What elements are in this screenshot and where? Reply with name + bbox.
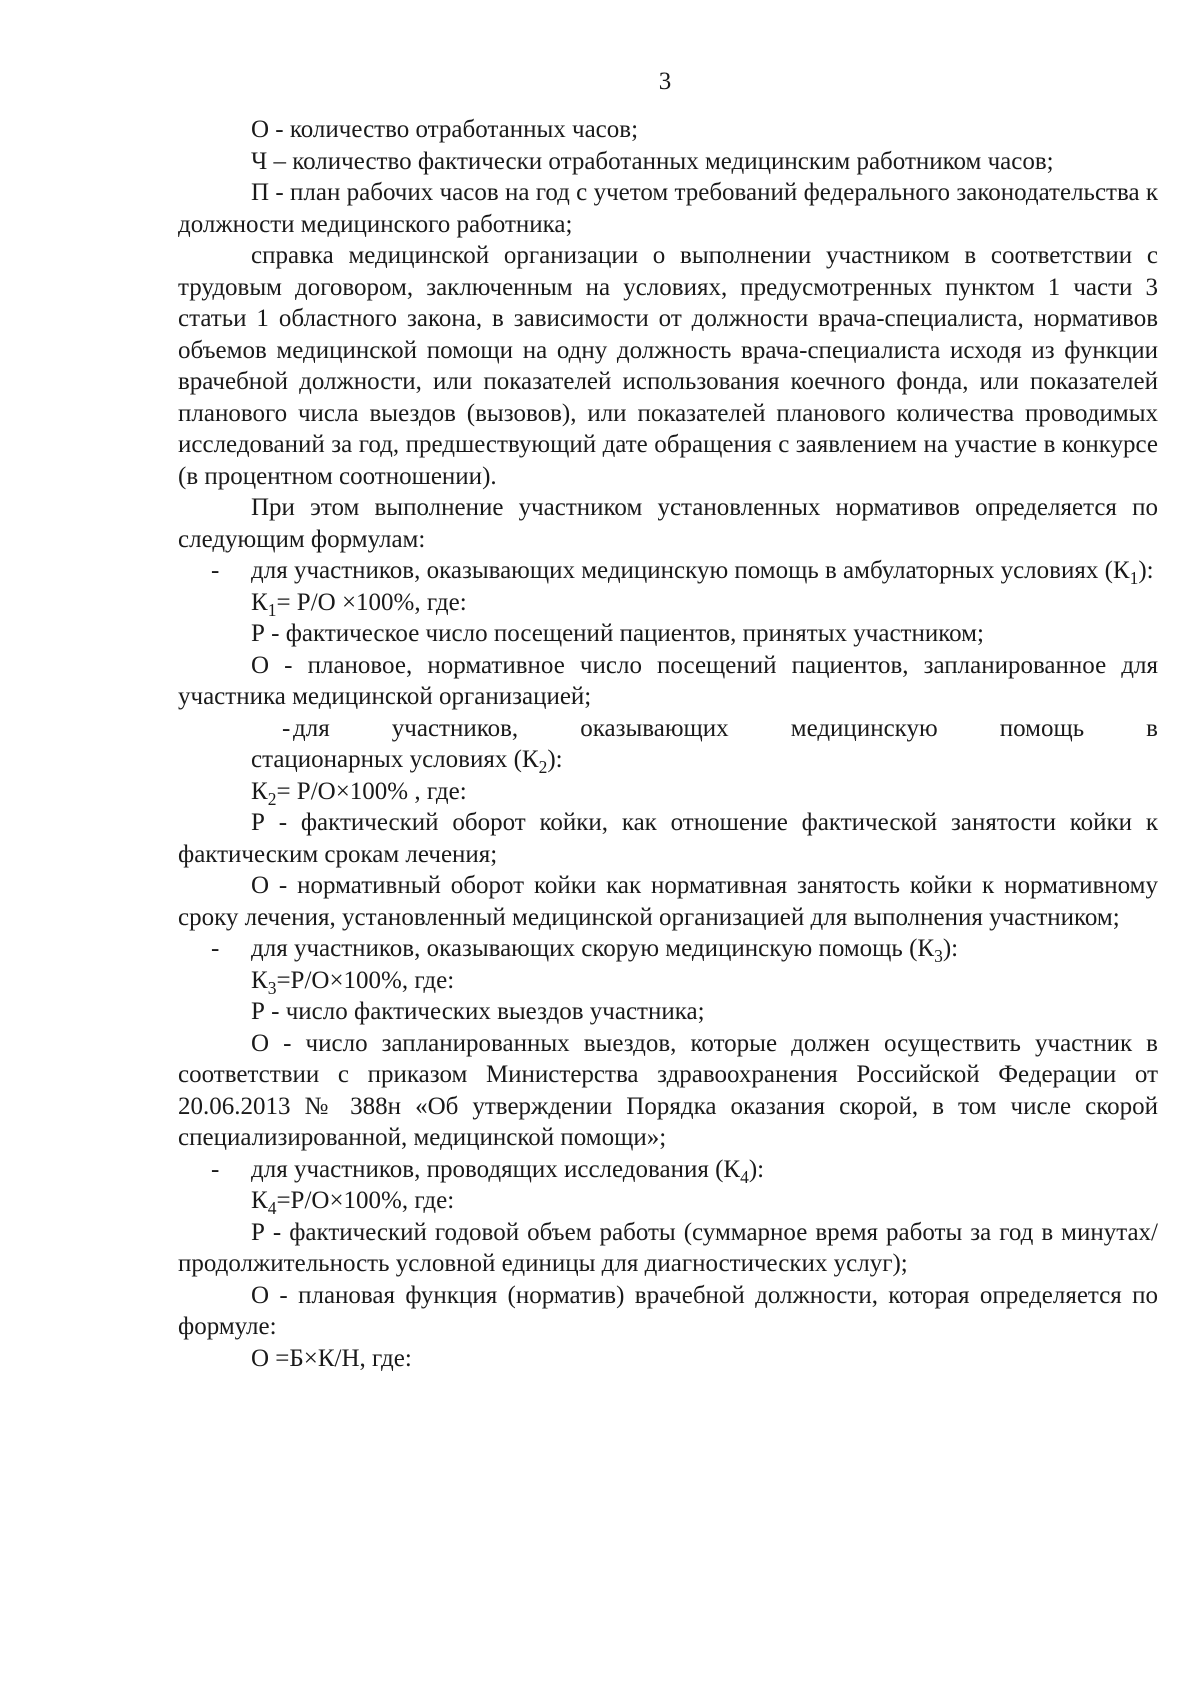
- bullet-ambulance-text: для участников, оказывающих скорую медицинскую помощь (К: [251, 935, 935, 962]
- page-number: 3: [658, 68, 672, 95]
- paragraph-o4: О - плановая функция (норматив) врачебной должности, которая определяется по формуле:: [178, 1281, 1158, 1340]
- bullet-research: [178, 1154, 1158, 1186]
- formula-rest: = Р/О×100% , где:: [276, 777, 467, 805]
- formula-k: К: [251, 966, 268, 994]
- document-body: [178, 114, 1158, 1374]
- formula-k: К: [251, 777, 268, 805]
- bullet-stationary: [178, 713, 1158, 776]
- bullet-ambulance: [178, 933, 1158, 965]
- bullet-dash: -: [211, 1155, 220, 1183]
- subscript: 4: [267, 1198, 277, 1218]
- formula-k: К: [251, 588, 268, 616]
- paragraph-intro: При этом выполнение участником установленных нормативов определяется по следующим формулам:: [178, 494, 1158, 553]
- bullet-research-text: для участников, проводящих исследования (К: [251, 1155, 741, 1183]
- formula-k3: [178, 965, 1158, 997]
- bullet-dash: -: [211, 557, 220, 584]
- subscript: 2: [267, 788, 277, 809]
- subscript: 4: [740, 1166, 749, 1187]
- formula-k1: [178, 587, 1158, 619]
- subscript: 1: [267, 599, 277, 620]
- bullet-ambulatory-text: для участников, оказывающих медицинскую помощь в амбулаторных условиях (К: [251, 557, 1130, 584]
- paragraph-p2: Р - фактический оборот койки, как отношение фактической занятости койки к фактическим срокам лечения;: [178, 809, 1158, 868]
- paragraph-p1: Р - фактическое число посещений пациентов, принятых участником;: [251, 620, 984, 647]
- bullet-dash: -: [211, 935, 220, 962]
- subscript: 1: [1129, 568, 1139, 588]
- formula-rest: = Р/О ×100%, где:: [276, 588, 467, 616]
- bullet-dash: -: [282, 714, 291, 742]
- formula-rest: =Р/О×100%, где:: [276, 1187, 455, 1214]
- formula-k4: [178, 1185, 1158, 1217]
- bullet-ambulatory: [178, 555, 1158, 587]
- formula-rest: =Р/О×100%, где:: [276, 966, 455, 994]
- paragraph-ch-hours: Ч – количество фактически отработанных медицинским работником часов;: [251, 147, 1054, 175]
- subscript: 2: [538, 757, 548, 777]
- paragraph-o2: О - нормативный оборот койки как нормативная занятость койки к нормативному сроку лечения, установленный медицинской организацией для выполнения участником;: [178, 872, 1158, 931]
- bullet-stationary-second-line: стационарных условиях (К: [251, 746, 539, 773]
- subscript: 3: [934, 946, 943, 966]
- subscript: 3: [267, 977, 277, 998]
- formula-k2: [178, 776, 1158, 808]
- bullet-tail: ):: [748, 1155, 765, 1183]
- bullet-stationary-first-line: для участников, оказывающих медицинскую помощь в: [293, 714, 1158, 742]
- paragraph-o-hours: О - количество отработанных часов;: [251, 116, 639, 143]
- paragraph-o1: О - плановое, нормативное число посещений пациентов, запланированное для участника медицинской организацией;: [178, 651, 1158, 710]
- formula-k: К: [251, 1187, 268, 1214]
- formula-o: О =Б×К/Н, где:: [251, 1344, 412, 1372]
- paragraph-certificate: справка медицинской организации о выполнении участником в соответствии с трудовым договором, заключенным на условиях, предусмотренных пунктом 1 части 3 статьи 1 областного закона, в зависимости от должности врача-специалиста, нормативов объемов медицинской помощи на одну должность врача-специалиста исходя из функции врачебной должности, или показателей использования коечного фонда, или показателей планового числа выездов (вызовов), или показателей планового количества проводимых исследований за год, предшествующий дате обращения с заявлением на участие в конкурсе (в процентном соотношении).: [178, 242, 1158, 490]
- paragraph-o3: О - число запланированных выездов, которые должен осуществить участник в соответствии с приказом Министерства здравоохранения Российской Федерации от 20.06.2013 № 388н «Об утверждении Порядка оказания скорой, в том числе скорой специализированной, медицинской помощи»;: [178, 1029, 1158, 1151]
- paragraph-p-plan: П - план рабочих часов на год с учетом требований федерального законодательства к должности медицинского работника;: [178, 179, 1158, 238]
- bullet-tail: ):: [1138, 557, 1154, 584]
- bullet-tail: ):: [942, 935, 959, 962]
- paragraph-p4: Р - фактический годовой объем работы (суммарное время работы за год в минутах/продолжительность условной единицы для диагностических услуг);: [178, 1218, 1158, 1277]
- bullet-tail: ):: [547, 746, 563, 773]
- paragraph-p3: Р - число фактических выездов участника;: [251, 998, 705, 1025]
